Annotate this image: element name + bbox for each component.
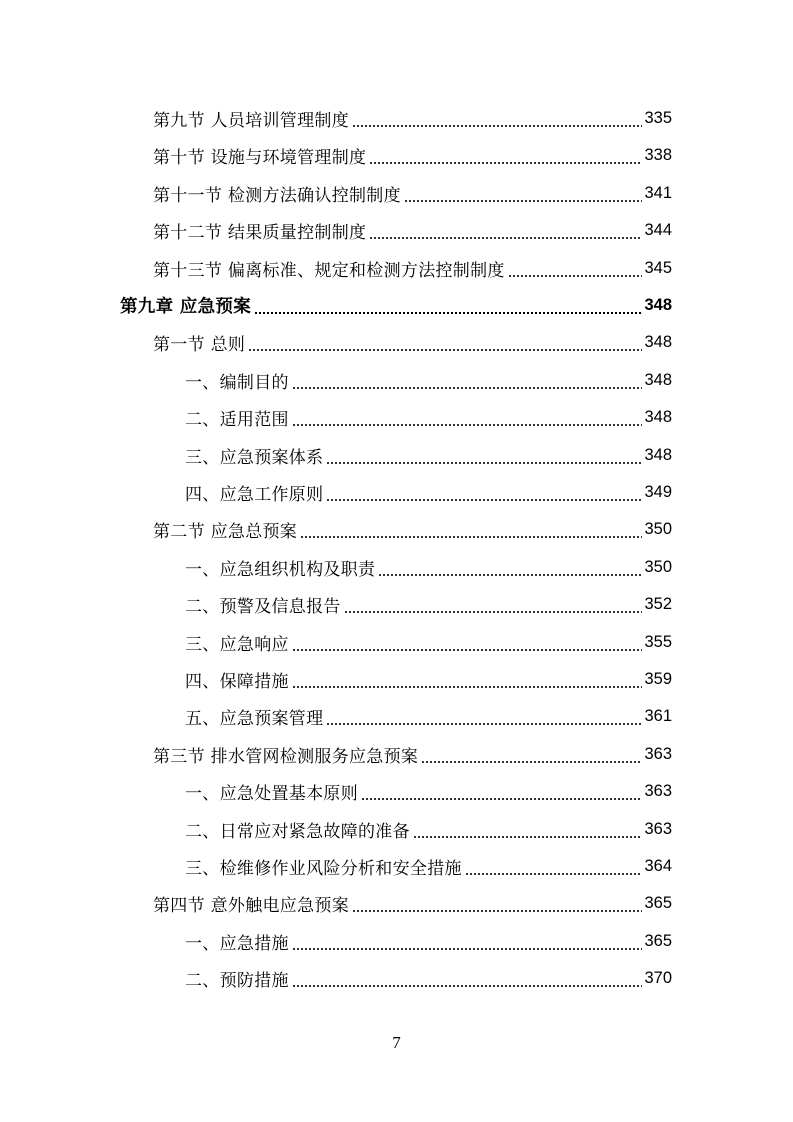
toc-entry-page: 370 bbox=[644, 969, 672, 988]
dot-leader bbox=[421, 761, 642, 763]
toc-entry-title: 第四节 意外触电应急预案 bbox=[153, 896, 350, 917]
toc-entry-page: 341 bbox=[644, 183, 672, 202]
toc-entry-title: 第一节 总则 bbox=[153, 335, 246, 356]
dot-leader bbox=[369, 162, 642, 164]
toc-entry-title: 第九章 应急预案 bbox=[120, 297, 251, 317]
toc-entry-subsection[interactable] bbox=[185, 923, 672, 960]
dot-leader bbox=[344, 611, 643, 613]
dot-leader bbox=[292, 424, 643, 426]
toc-entry-title: 第二节 应急总预案 bbox=[153, 522, 298, 543]
toc-entry-section-11[interactable] bbox=[153, 175, 672, 212]
toc-entry-subsection[interactable] bbox=[185, 698, 672, 735]
toc-entry-page: 363 bbox=[644, 744, 672, 763]
toc-entry-subsection[interactable] bbox=[185, 811, 672, 848]
toc-entry-page: 361 bbox=[644, 707, 672, 726]
toc-entry-section-1[interactable] bbox=[153, 324, 672, 361]
toc-entry-title: 第十节 设施与环境管理制度 bbox=[153, 148, 367, 169]
dot-leader bbox=[378, 574, 642, 576]
toc-entry-section-13[interactable] bbox=[153, 250, 672, 287]
toc-entry-title: 一、编制目的 bbox=[185, 372, 289, 393]
toc-entry-page: 359 bbox=[644, 670, 672, 688]
toc-entry-title: 第十一节 检测方法确认控制制度 bbox=[153, 185, 401, 206]
dot-leader bbox=[292, 948, 643, 950]
toc-entry-page: 349 bbox=[644, 483, 672, 501]
dot-leader bbox=[404, 200, 643, 202]
dot-leader bbox=[292, 387, 643, 389]
dot-leader bbox=[369, 237, 642, 239]
toc-entry-subsection[interactable] bbox=[185, 661, 672, 698]
toc-entry-page: 335 bbox=[644, 109, 672, 127]
toc-entry-subsection[interactable] bbox=[185, 437, 672, 474]
dot-leader bbox=[292, 686, 643, 688]
dot-leader bbox=[254, 312, 642, 314]
toc-entry-page: 348 bbox=[644, 370, 672, 389]
toc-entry-title: 第三节 排水管网检测服务应急预案 bbox=[153, 746, 419, 767]
toc-entry-title: 四、应急工作原则 bbox=[185, 485, 324, 505]
toc-entry-page: 338 bbox=[644, 146, 672, 165]
toc-entry-subsection[interactable] bbox=[185, 773, 672, 810]
toc-entry-page: 350 bbox=[644, 520, 672, 539]
dot-leader bbox=[361, 798, 642, 800]
toc-entry-page: 344 bbox=[644, 221, 672, 240]
toc-entry-page: 348 bbox=[644, 296, 672, 314]
toc-entry-subsection[interactable] bbox=[185, 624, 672, 661]
toc-entry-title: 一、应急措施 bbox=[185, 933, 289, 954]
toc-entry-title: 第九节 人员培训管理制度 bbox=[153, 111, 350, 131]
toc-entry-subsection[interactable] bbox=[185, 848, 672, 885]
toc-entry-subsection[interactable] bbox=[185, 399, 672, 436]
page-number: 7 bbox=[392, 1033, 401, 1052]
toc-entry-subsection[interactable] bbox=[185, 474, 672, 511]
dot-leader bbox=[326, 723, 642, 725]
toc-entry-subsection[interactable] bbox=[185, 549, 672, 586]
toc-entry-title: 二、预警及信息报告 bbox=[185, 597, 341, 618]
toc-entry-section-2[interactable] bbox=[153, 511, 672, 548]
toc-entry-subsection[interactable] bbox=[185, 362, 672, 399]
toc-entry-page: 355 bbox=[644, 632, 672, 651]
toc-entry-title: 四、保障措施 bbox=[185, 672, 289, 692]
dot-leader bbox=[292, 985, 643, 987]
toc-entry-page: 365 bbox=[644, 894, 672, 913]
dot-leader bbox=[465, 873, 643, 875]
toc-entry-title: 三、检维修作业风险分析和安全措施 bbox=[185, 859, 462, 879]
toc-entry-chapter-9[interactable] bbox=[120, 287, 672, 324]
toc-entry-subsection[interactable] bbox=[185, 586, 672, 623]
toc-entry-page: 348 bbox=[644, 445, 672, 464]
dot-leader bbox=[508, 275, 643, 277]
dot-leader bbox=[248, 349, 642, 351]
toc-entry-title: 二、日常应对紧急故障的准备 bbox=[185, 821, 410, 842]
toc-entry-section-12[interactable] bbox=[153, 212, 672, 249]
toc-entry-page: 365 bbox=[644, 931, 672, 950]
toc-entry-page: 345 bbox=[644, 258, 672, 277]
dot-leader bbox=[300, 536, 642, 538]
toc-entry-title: 二、适用范围 bbox=[185, 410, 289, 431]
toc-entry-section-4[interactable] bbox=[153, 885, 672, 922]
toc-entry-section-3[interactable] bbox=[153, 736, 672, 773]
toc-entry-section-9[interactable] bbox=[153, 100, 672, 137]
toc-entry-page: 348 bbox=[644, 408, 672, 427]
toc-entry-page: 363 bbox=[644, 819, 672, 838]
toc-entry-title: 三、应急预案体系 bbox=[185, 447, 324, 468]
toc-entry-title: 二、预防措施 bbox=[185, 971, 289, 992]
toc-entry-title: 第十二节 结果质量控制制度 bbox=[153, 223, 367, 244]
toc-entry-page: 350 bbox=[644, 557, 672, 576]
toc-entry-section-10[interactable] bbox=[153, 137, 672, 174]
dot-leader bbox=[292, 649, 643, 651]
toc-entry-subsection[interactable] bbox=[185, 960, 672, 997]
dot-leader bbox=[326, 499, 642, 501]
dot-leader bbox=[352, 125, 642, 127]
toc-entry-title: 五、应急预案管理 bbox=[185, 709, 324, 730]
dot-leader bbox=[326, 462, 642, 464]
toc-entry-title: 一、应急组织机构及职责 bbox=[185, 559, 376, 580]
dot-leader bbox=[413, 836, 643, 838]
dot-leader bbox=[352, 910, 642, 912]
toc-entry-title: 第十三节 偏离标准、规定和检测方法控制制度 bbox=[153, 260, 505, 281]
toc-entry-title: 一、应急处置基本原则 bbox=[185, 784, 358, 805]
toc-entry-page: 348 bbox=[644, 333, 672, 352]
toc-entry-page: 364 bbox=[644, 857, 672, 875]
toc-entry-page: 363 bbox=[644, 782, 672, 801]
toc-entry-page: 352 bbox=[644, 595, 672, 614]
toc-entry-title: 三、应急响应 bbox=[185, 634, 289, 655]
